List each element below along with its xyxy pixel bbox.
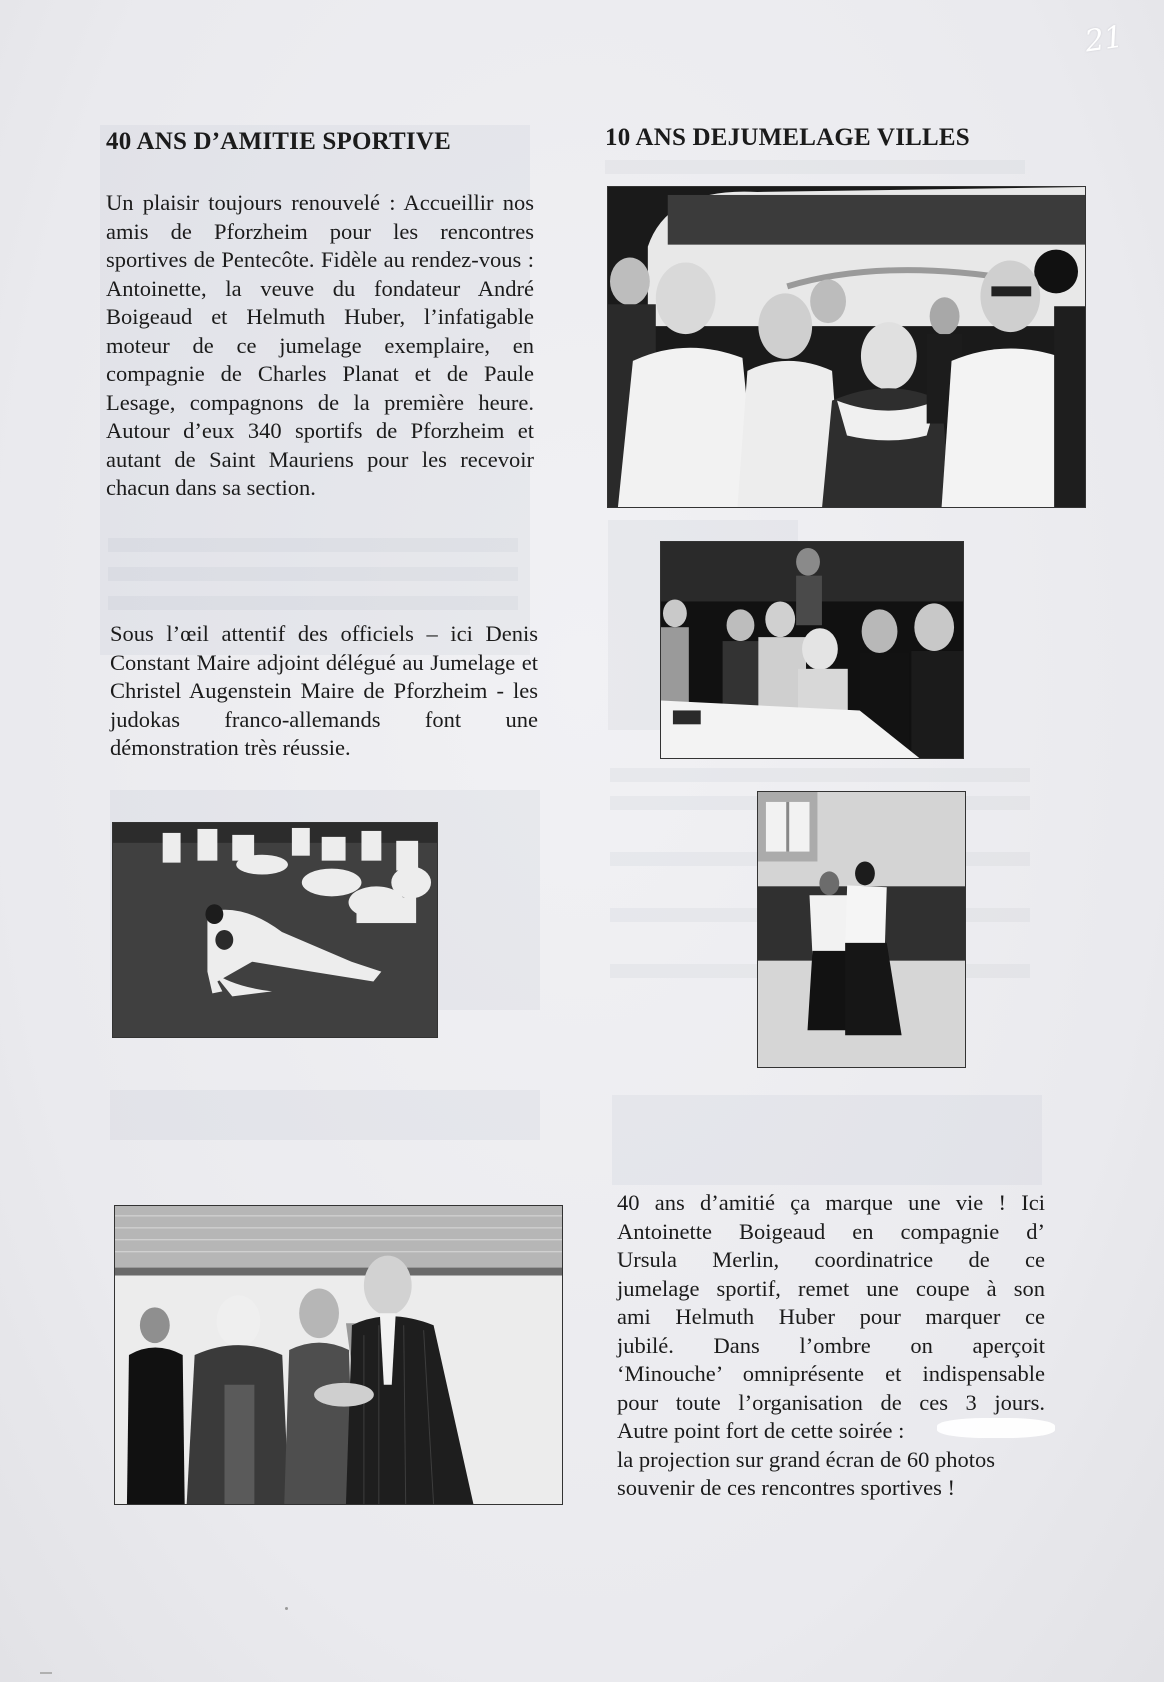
intro-paragraph: Un plaisir toujours renouvelé : Accueillir nos amis de Pforzheim pour les rencontres sportives de Pentecôte. Fidèle au rendez-vous : Antoinette, la veuve du fondateur André Boigeaud et Helmuth Huber, l’infatigable moteur de ce jumelage exemplaire, en compagnie de Charles Planat et de Paule Lesage, compagnons de la première heure. Autour d’eux 340 sportifs de Pforzheim et autant de Saint Mauriens pour les recevoir chacun dans sa section. xyxy=(106,190,534,500)
correction-smudge xyxy=(937,1418,1055,1438)
paragraph-line: ‘Minouche’ omniprésente et indispensable xyxy=(617,1361,1045,1386)
paragraph-line: 40 ans d’amitié ça marque une vie ! Ici xyxy=(617,1190,1045,1215)
hakama-image xyxy=(758,792,965,1067)
show-through-block xyxy=(612,1095,1042,1185)
jubilee-paragraph xyxy=(617,1189,1045,1503)
photo-cup-ceremony xyxy=(114,1205,563,1505)
scan-speck xyxy=(285,1607,288,1610)
photo-hakama xyxy=(757,791,966,1068)
paragraph-line: jumelage sportif, remet une coupe à son xyxy=(617,1275,1045,1301)
photo-reception xyxy=(660,541,964,759)
cup-ceremony-image xyxy=(115,1206,562,1504)
photo-judo xyxy=(112,822,438,1038)
page-number-mark: 21 xyxy=(1082,19,1126,60)
show-through-block xyxy=(110,1090,540,1140)
show-through-line xyxy=(108,596,518,610)
show-through-line xyxy=(108,567,518,581)
paragraph-line: ami Helmuth Huber pour marquer ce xyxy=(617,1304,1045,1329)
paragraph-line: souvenir de ces rencontres sportives ! xyxy=(617,1475,956,1500)
paragraph-line: pour toute l’organisation de ces 3 jours. xyxy=(617,1389,1045,1415)
paragraph-line: Autre point fort de cette soirée : xyxy=(617,1418,905,1443)
reception-image xyxy=(661,542,963,758)
group-bus-image xyxy=(608,187,1085,507)
show-through-line xyxy=(108,538,518,552)
left-heading: 40 ANS D’AMITIE SPORTIVE xyxy=(106,128,451,155)
scan-speck xyxy=(40,1672,52,1674)
paragraph-line: jubilé. Dans l’ombre on aperçoit xyxy=(617,1332,1045,1358)
show-through-line xyxy=(610,768,1030,782)
paragraph-line: Ursula Merlin, coordinatrice de ce xyxy=(617,1247,1045,1272)
officials-paragraph: Sous l’œil attentif des officiels – ici Denis Constant Maire adjoint délégué au Jumelage et Christel Augenstein Maire de Pforzheim - les judokas franco-allemands font une démonstration très réussie. xyxy=(110,621,538,760)
show-through-line xyxy=(605,160,1025,174)
photo-group-bus xyxy=(607,186,1086,508)
right-heading: 10 ANS DEJUMELAGE VILLES xyxy=(605,124,970,151)
paragraph-line: Antoinette Boigeaud en compagnie d’ xyxy=(617,1218,1045,1244)
judo-image xyxy=(113,823,437,1037)
paragraph-line: la projection sur grand écran de 60 photos xyxy=(617,1446,996,1472)
